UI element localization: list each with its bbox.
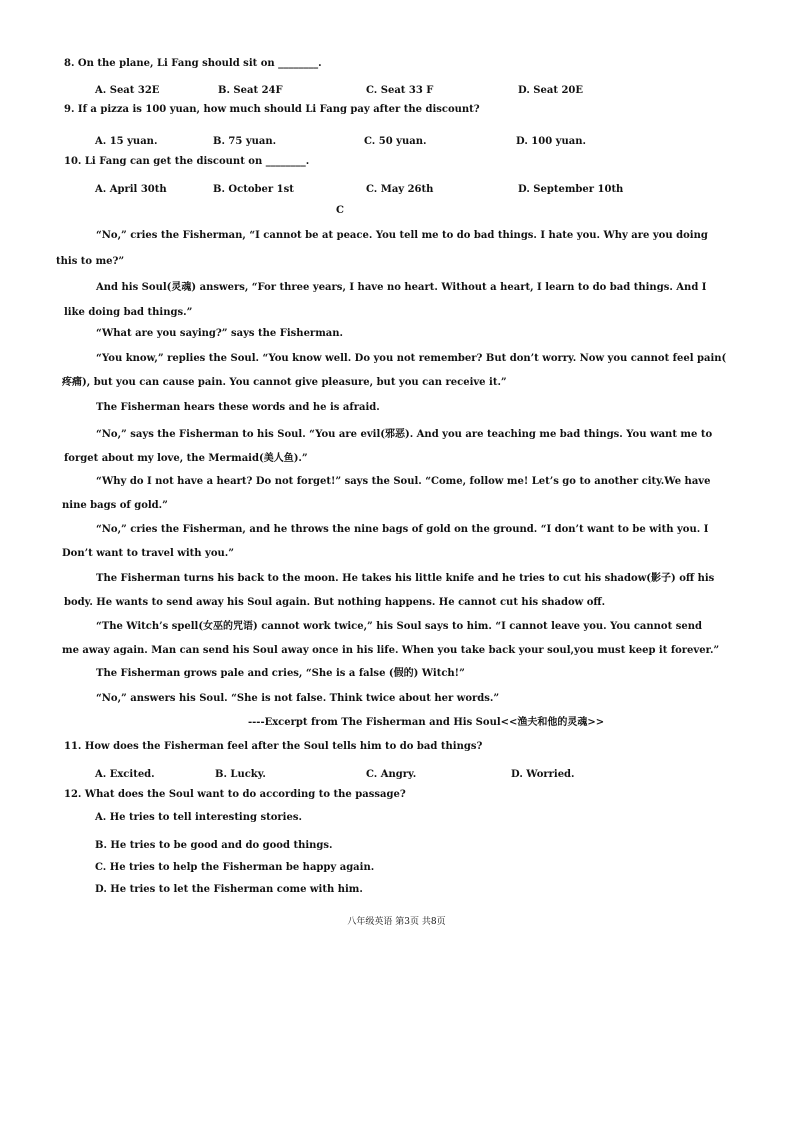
question-10-option-b: B. October 1st [213, 184, 294, 195]
question-8-option-d: D. Seat 20E [518, 85, 583, 96]
section-heading: C [336, 205, 344, 216]
question-8-option-b: B. Seat 24F [218, 85, 283, 96]
passage-p12: “No,” answers his Soul. “She is not false. Think twice about her words.” [96, 693, 500, 704]
passage-p2-line1: And his Soul(灵魂) answers, “For three years, I have no heart. Without a heart, I learn to do bad things. And I [96, 282, 707, 293]
passage-p1-line1: “No,” cries the Fisherman, “I cannot be at peace. You tell me to do bad things. I hate you. Why are you doing [96, 230, 708, 241]
question-8-option-c: C. Seat 33 F [366, 85, 434, 96]
question-12-option-b: B. He tries to be good and do good things. [95, 840, 333, 851]
passage-p6-line1: “No,” says the Fisherman to his Soul. “You are evil(邪恶). And you are teaching me bad things. You want me to [96, 429, 713, 440]
question-11-option-a: A. Excited. [95, 769, 155, 780]
passage-p10-line1: “The Witch’s spell(女巫的咒语) cannot work twice,” his Soul says to him. “I cannot leave you. You cannot send [96, 621, 702, 632]
question-8-stem: 8. On the plane, Li Fang should sit on ________. [64, 58, 322, 69]
question-9-stem: 9. If a pizza is 100 yuan, how much should Li Fang pay after the discount? [64, 104, 480, 115]
passage-p3: “What are you saying?” says the Fisherman. [96, 328, 344, 339]
question-11-option-d: D. Worried. [511, 769, 575, 780]
passage-p5: The Fisherman hears these words and he is afraid. [96, 402, 380, 413]
question-10-option-a: A. April 30th [95, 184, 167, 195]
question-10-option-c: C. May 26th [366, 184, 434, 195]
passage-p9-line2: body. He wants to send away his Soul again. But nothing happens. He cannot cut his shadow off. [64, 597, 606, 608]
question-12-option-a: A. He tries to tell interesting stories. [95, 812, 302, 823]
question-11-stem: 11. How does the Fisherman feel after the Soul tells him to do bad things? [64, 741, 483, 752]
passage-p4-line1: “You know,” replies the Soul. “You know well. Do you not remember? But don’t worry. Now you cannot feel pain( [96, 353, 727, 364]
passage-p4-line2: 疼痛), but you can cause pain. You cannot give pleasure, but you can receive it.” [62, 377, 507, 388]
question-12-option-d: D. He tries to let the Fisherman come with him. [95, 884, 363, 895]
question-8-option-a: A. Seat 32E [95, 85, 160, 96]
question-9-option-b: B. 75 yuan. [213, 136, 277, 147]
question-11-option-c: C. Angry. [366, 769, 417, 780]
passage-source: ----Excerpt from The Fisherman and His Soul<<渔夫和他的灵魂>> [248, 717, 605, 728]
passage-p2-line2: like doing bad things.” [64, 307, 193, 318]
question-12-stem: 12. What does the Soul want to do according to the passage? [64, 789, 406, 800]
passage-p7-line1: “Why do I not have a heart? Do not forget!” says the Soul. “Come, follow me! Let’s go to another city.We have [96, 476, 711, 487]
question-9-option-a: A. 15 yuan. [95, 136, 158, 147]
question-9-option-d: D. 100 yuan. [516, 136, 586, 147]
question-11-option-b: B. Lucky. [215, 769, 266, 780]
passage-p9-line1: The Fisherman turns his back to the moon. He takes his little knife and he tries to cut his shadow(影子) off his [96, 573, 715, 584]
passage-p11: The Fisherman grows pale and cries, “She is a false (假的) Witch!” [96, 668, 465, 679]
question-9-option-c: C. 50 yuan. [364, 136, 427, 147]
page-footer: 八年级英语 第3页 共8页 [347, 917, 446, 927]
question-10-stem: 10. Li Fang can get the discount on ________. [64, 156, 310, 167]
passage-p1-line2: this to me?” [56, 256, 125, 267]
question-10-option-d: D. September 10th [518, 184, 624, 195]
question-12-option-c: C. He tries to help the Fisherman be happy again. [95, 862, 375, 873]
passage-p10-line2: me away again. Man can send his Soul away once in his life. When you take back your soul,you must keep it forever.” [62, 645, 720, 656]
passage-p8-line2: Don’t want to travel with you.” [62, 548, 235, 559]
passage-p6-line2: forget about my love, the Mermaid(美人鱼).” [64, 453, 308, 464]
passage-p7-line2: nine bags of gold.” [62, 500, 168, 511]
passage-p8-line1: “No,” cries the Fisherman, and he throws the nine bags of gold on the ground. “I don’t want to be with you. I [96, 524, 709, 535]
